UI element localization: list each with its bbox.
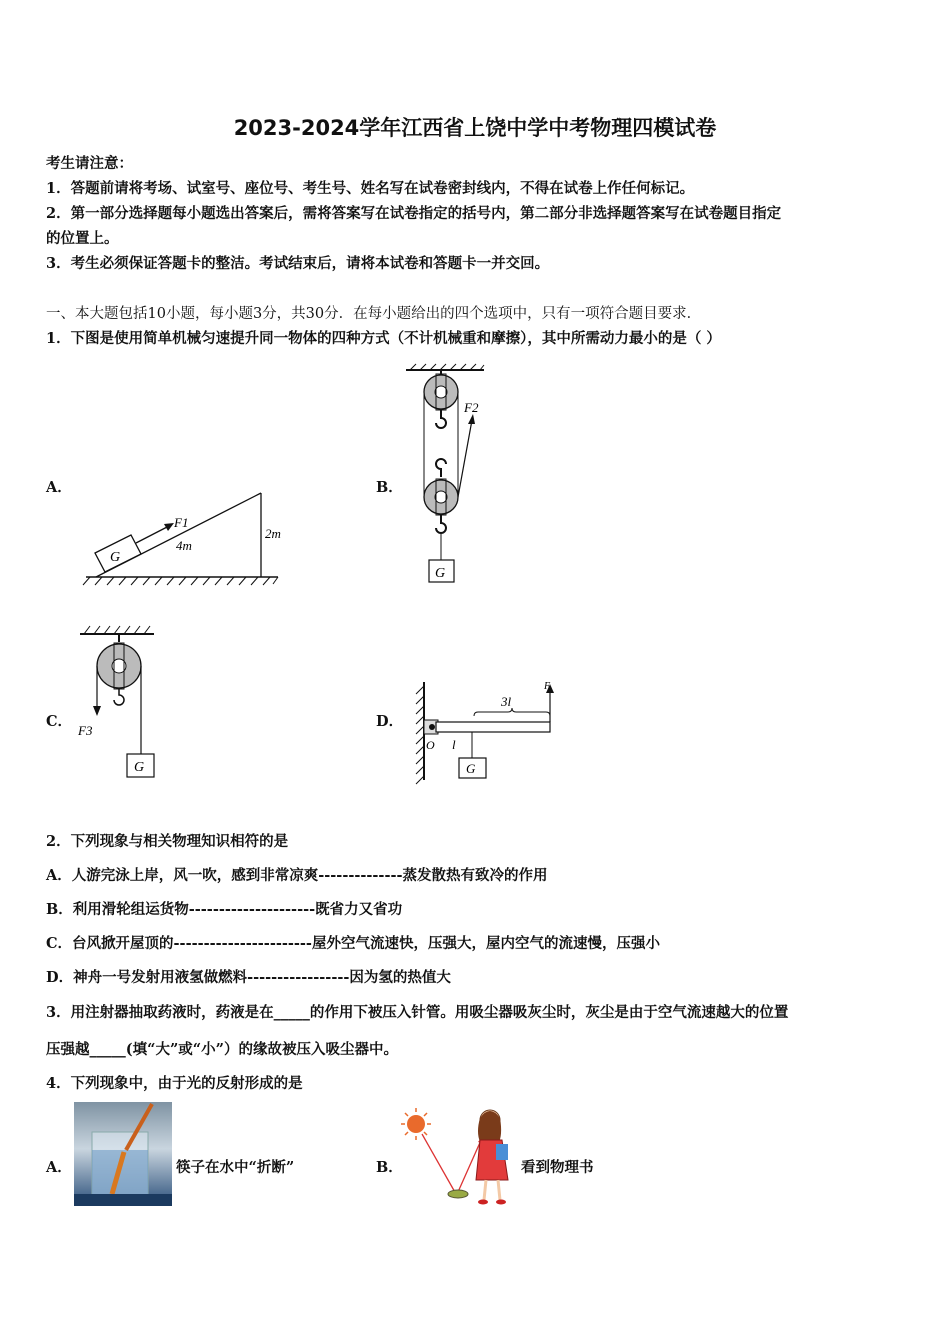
notice-item: 的位置上。 — [46, 230, 119, 247]
load-g-label: G — [466, 761, 476, 776]
load-g-label: G — [110, 550, 121, 565]
force-f3-label: F3 — [78, 723, 93, 738]
short-arm-label: l — [452, 737, 456, 752]
q4-option-a-label: A． — [46, 1159, 72, 1176]
lever-figure — [404, 676, 564, 786]
girl-reading-image — [400, 1104, 520, 1206]
chopstick-in-water-image — [74, 1102, 172, 1206]
inclined-plane-figure — [78, 488, 288, 593]
question-4-stem: 4．下列现象中，由于光的反射形成的是 — [46, 1075, 303, 1092]
q2-option: B．利用滑轮组运货物---------------------既省力又省功 — [46, 901, 403, 918]
q2-option: A．人游完泳上岸，风一吹，感到非常凉爽--------------蒸发散热有致冷的作用 — [46, 867, 548, 884]
q4-option-b-text: 看到物理书 — [521, 1159, 594, 1176]
q4-option-b-label: B． — [376, 1159, 403, 1176]
pivot-o-label: O — [426, 738, 435, 752]
q1-option-b-label: B． — [376, 479, 403, 496]
q2-option: D．神舟一号发射用液氢做燃料-----------------因为氢的热值大 — [46, 969, 451, 986]
question-3-line: 3．用注射器抽取药液时，药液是在_____的作用下被压入针管。用吸尘器吸灰尘时，灰尘是由于空气流速越大的位置 — [46, 1004, 789, 1021]
q2-option: C．台风掀开屋顶的-----------------------屋外空气流速快，压强大，屋内空气的流速慢，压强小 — [46, 935, 660, 952]
force-f2-label: F2 — [464, 400, 479, 415]
incline-height-label: 2m — [265, 526, 281, 541]
q1-option-c-label: C． — [46, 713, 73, 730]
notice-heading: 考生请注意： — [46, 155, 133, 172]
load-g-label: G — [134, 760, 145, 775]
question-3-line: 压强越_____(填“大”或“小”）的缘故被压入吸尘器中。 — [46, 1041, 398, 1058]
long-arm-label: 3l — [501, 694, 512, 709]
force-f1-label: F1 — [174, 515, 189, 530]
notice-item: 2．第一部分选择题每小题选出答案后，需将答案写在试卷指定的括号内，第二部分非选择题答案写在试卷题目指定 — [46, 205, 782, 222]
q1-option-a-label: A． — [46, 479, 72, 496]
q4-option-a-text: 筷子在水中“折断” — [176, 1159, 295, 1176]
incline-length-label: 4m — [176, 538, 192, 553]
question-2-stem: 2．下列现象与相关物理知识相符的是 — [46, 833, 289, 850]
q1-option-d-label: D． — [376, 713, 404, 730]
notice-item: 3．考生必须保证答题卡的整洁。考试结束后，请将本试卷和答题卡一并交回。 — [46, 255, 550, 272]
notice-item: 1．答题前请将考场、试室号、座位号、考生号、姓名写在试卷密封线内，不得在试卷上作任何标记。 — [46, 180, 695, 197]
force-f-label: F — [544, 681, 551, 692]
fixed-pulley-figure — [76, 618, 161, 783]
question-1-stem: 1．下图是使用简单机械匀速提升同一物体的四种方式（不计机械重和摩擦），其中所需动力最小的是（ ） — [46, 330, 721, 347]
pulley-block-figure — [398, 362, 498, 592]
load-g-label: G — [435, 566, 446, 581]
section-heading: 一、本大题包括10小题，每小题3分，共30分．在每小题给出的四个选项中，只有一项符合题目要求． — [46, 306, 702, 322]
page-title: 2023-2024学年江西省上饶中学中考物理四模试卷 — [233, 116, 717, 140]
